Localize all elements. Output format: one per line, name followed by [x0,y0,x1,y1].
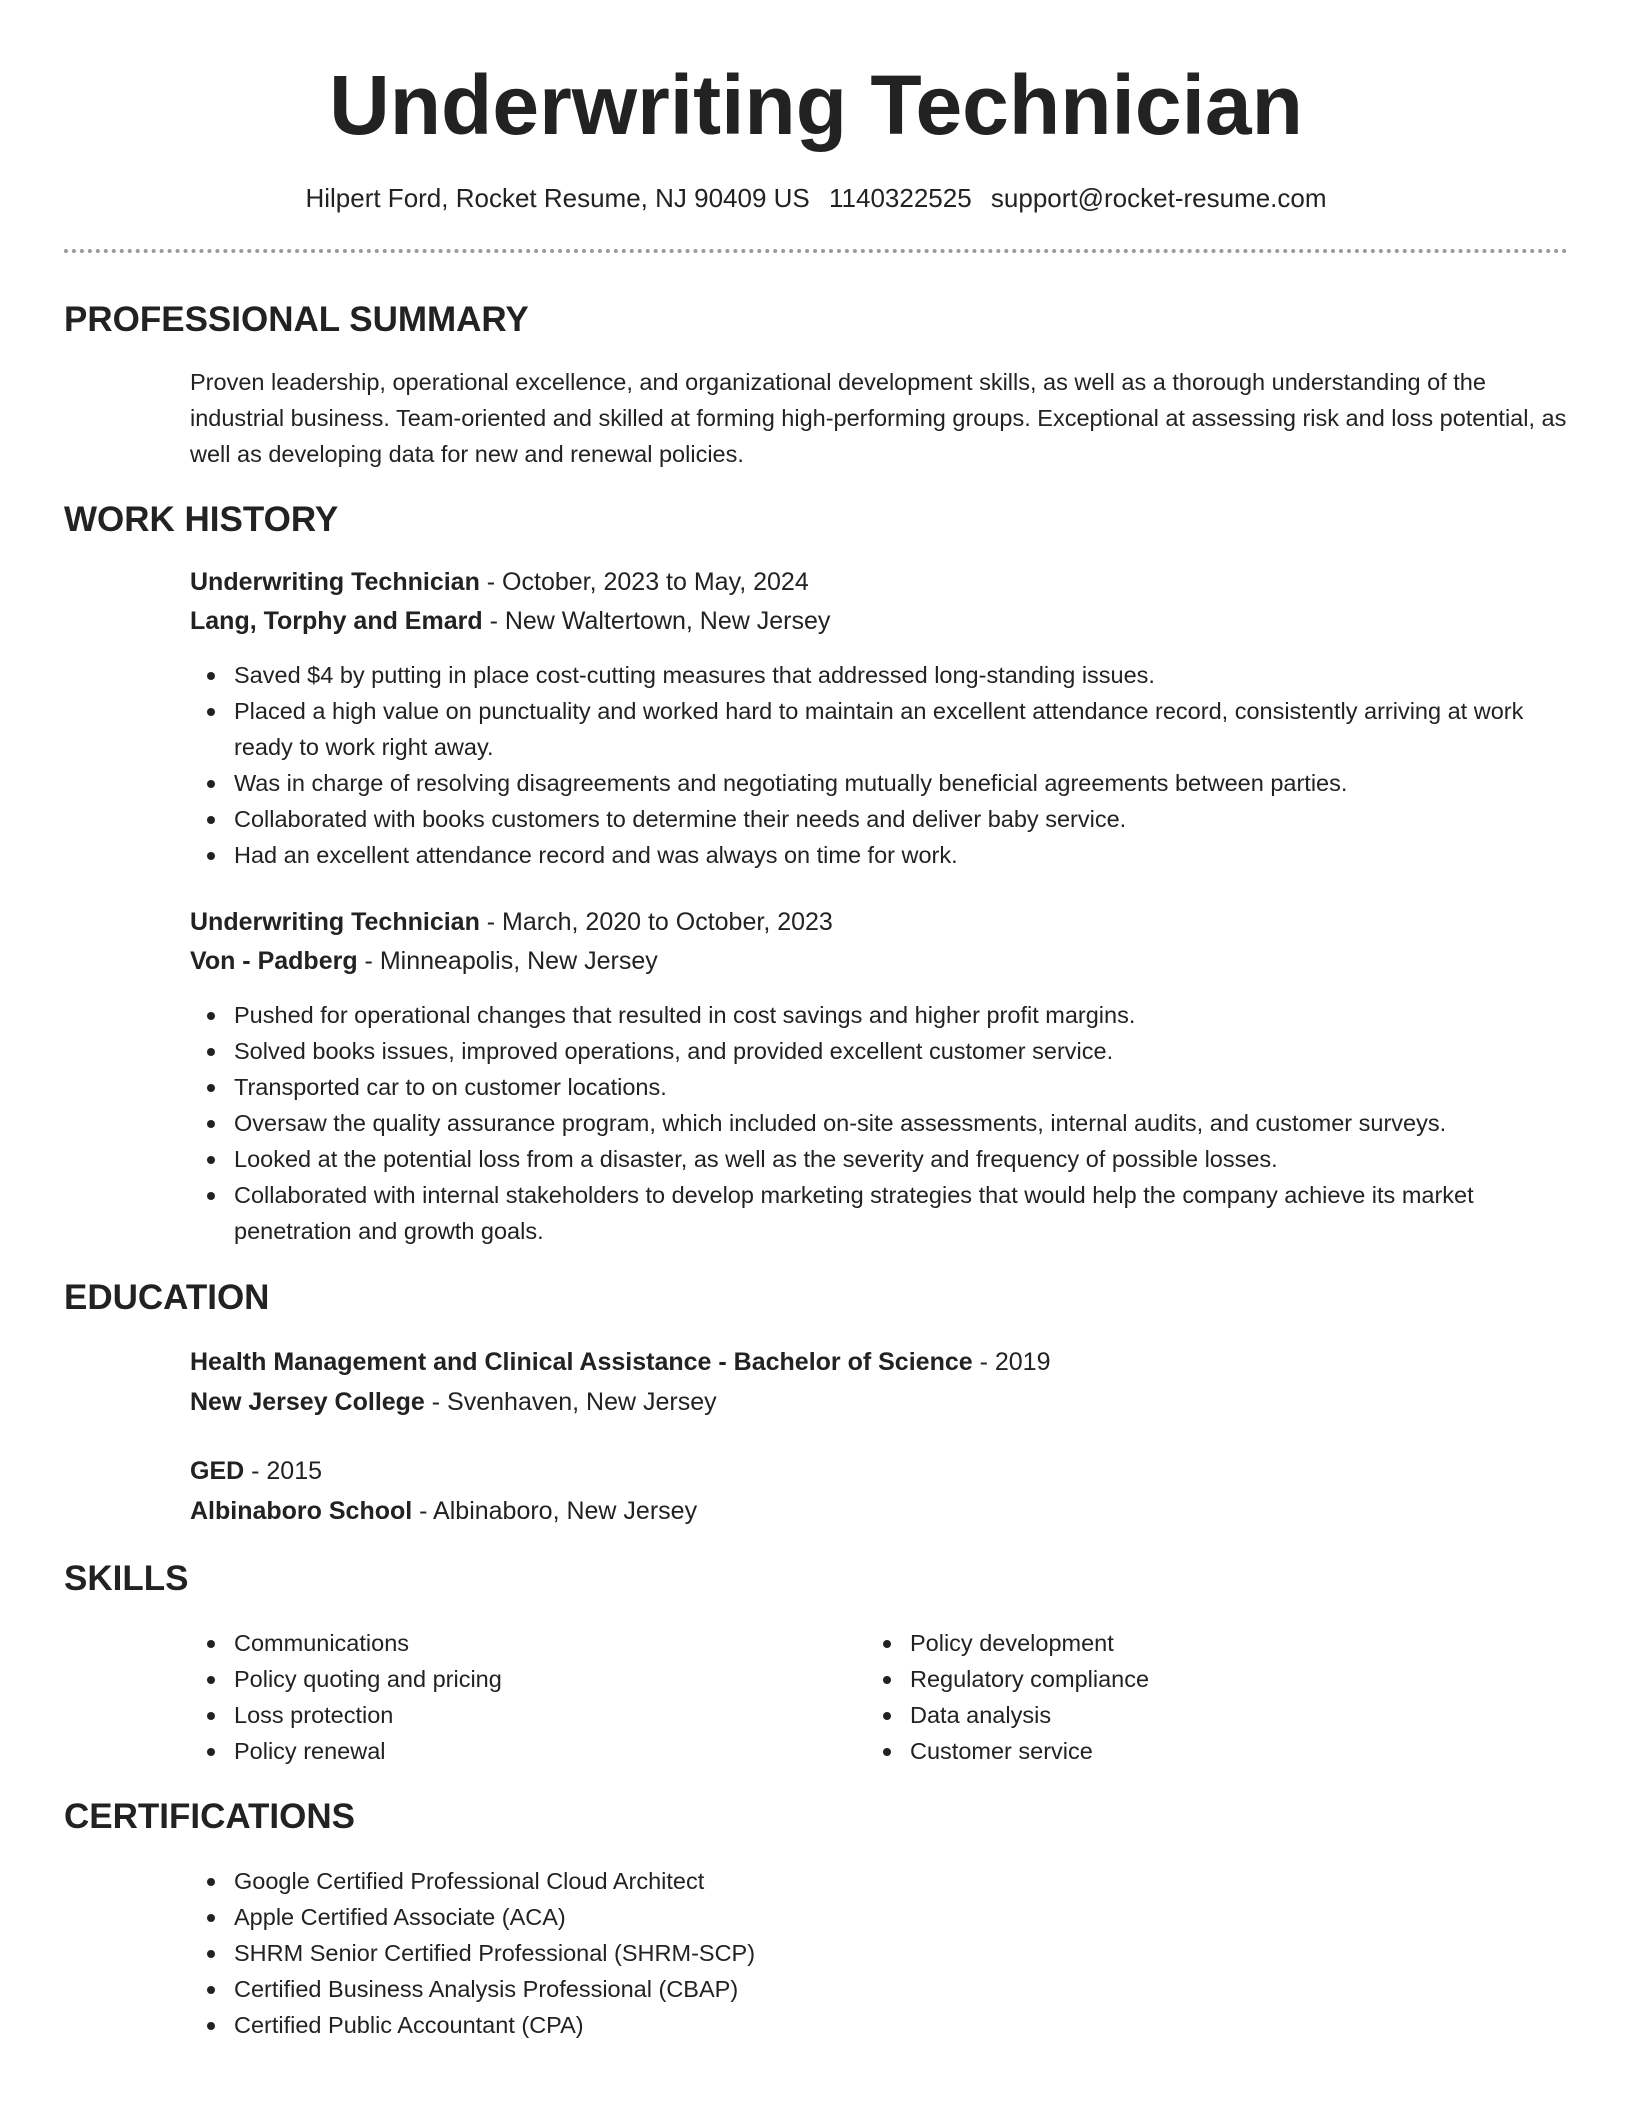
job-1-title-line [190,563,809,601]
job-2-title-line [190,903,833,941]
skill-item: Policy quoting and pricing [190,1661,830,1697]
skill-item: Regulatory compliance [866,1661,1566,1697]
list-item: Pushed for operational changes that resulted in cost savings and higher profit margins. [190,997,1570,1033]
skill-item: Policy development [866,1625,1566,1661]
education-year: - 2019 [972,1348,1051,1376]
job-company: Lang, Torphy and Emard [190,607,483,635]
job-1-bullets [190,657,1570,873]
list-item: Saved $4 by putting in place cost-cutting measures that addressed long-standing issues. [190,657,1570,693]
contact-phone: 1140322525 [829,183,972,213]
education-year: - 2015 [244,1457,323,1485]
education-school: Albinaboro School [190,1497,413,1525]
skills-right-list [866,1625,1566,1769]
job-location: - Minneapolis, New Jersey [357,947,658,975]
contact-address: Hilpert Ford, Rocket Resume, NJ 90409 US [305,183,810,213]
certifications-heading: CERTIFICATIONS [64,1797,356,1836]
certification-item: Google Certified Professional Cloud Architect [190,1863,1570,1899]
education-location: - Albinaboro, New Jersey [412,1497,698,1525]
summary-heading: PROFESSIONAL SUMMARY [64,300,529,339]
job-title: Underwriting Technician [190,568,480,596]
job-2-company-line [190,942,658,980]
list-item: Transported car to on customer locations. [190,1069,1570,1105]
education-1-degree-line [190,1343,1051,1381]
list-item: Oversaw the quality assurance program, which included on-site assessments, internal audits, and customer surveys. [190,1105,1570,1141]
education-location: - Svenhaven, New Jersey [424,1388,717,1416]
skills-left-list [190,1625,830,1769]
job-2-bullets [190,997,1570,1249]
education-degree: Health Management and Clinical Assistance - Bachelor of Science [190,1348,973,1376]
skill-item: Loss protection [190,1697,830,1733]
education-heading: EDUCATION [64,1278,270,1317]
list-item: Collaborated with books customers to determine their needs and deliver baby service. [190,801,1570,837]
education-1-school-line [190,1383,717,1421]
certification-item: Apple Certified Associate (ACA) [190,1899,1570,1935]
education-degree: GED [190,1457,245,1485]
header-divider [64,249,1568,253]
certifications-list [190,1863,1570,2043]
contact-email[interactable]: support@rocket-resume.com [990,183,1327,213]
contact-line [0,180,1632,216]
certification-item: SHRM Senior Certified Professional (SHRM-SCP) [190,1935,1570,1971]
job-company: Von - Padberg [190,947,358,975]
job-dates: - October, 2023 to May, 2024 [479,568,809,596]
certification-item: Certified Public Accountant (CPA) [190,2007,1570,2043]
job-location: - New Waltertown, New Jersey [482,607,831,635]
job-dates: - March, 2020 to October, 2023 [479,908,833,936]
education-school: New Jersey College [190,1388,425,1416]
list-item: Had an excellent attendance record and was always on time for work. [190,837,1570,873]
list-item: Placed a high value on punctuality and worked hard to maintain an excellent attendance record, consistently arriving at work ready to work right away. [190,693,1570,765]
job-title: Underwriting Technician [190,908,480,936]
resume-title: Underwriting Technician [329,58,1303,152]
skill-item: Customer service [866,1733,1566,1769]
skill-item: Data analysis [866,1697,1566,1733]
skill-item: Communications [190,1625,830,1661]
certification-item: Certified Business Analysis Professional (CBAP) [190,1971,1570,2007]
list-item: Collaborated with internal stakeholders to develop marketing strategies that would help the company achieve its market penetration and growth goals. [190,1177,1570,1249]
list-item: Was in charge of resolving disagreements and negotiating mutually beneficial agreements between parties. [190,765,1570,801]
education-2-school-line [190,1492,697,1530]
work-history-heading: WORK HISTORY [64,500,339,539]
summary-text: Proven leadership, operational excellence, and organizational development skills, as well as a thorough understanding of the industrial business. Team-oriented and skilled at forming high-performing groups. Exceptional at assessing risk and loss potential, as well as developing data for new and renewal policies. [190,369,1567,467]
skills-heading: SKILLS [64,1559,189,1598]
job-1-company-line [190,602,830,640]
skill-item: Policy renewal [190,1733,830,1769]
education-2-degree-line [190,1452,322,1490]
list-item: Solved books issues, improved operations, and provided excellent customer service. [190,1033,1570,1069]
list-item: Looked at the potential loss from a disaster, as well as the severity and frequency of possible losses. [190,1141,1570,1177]
